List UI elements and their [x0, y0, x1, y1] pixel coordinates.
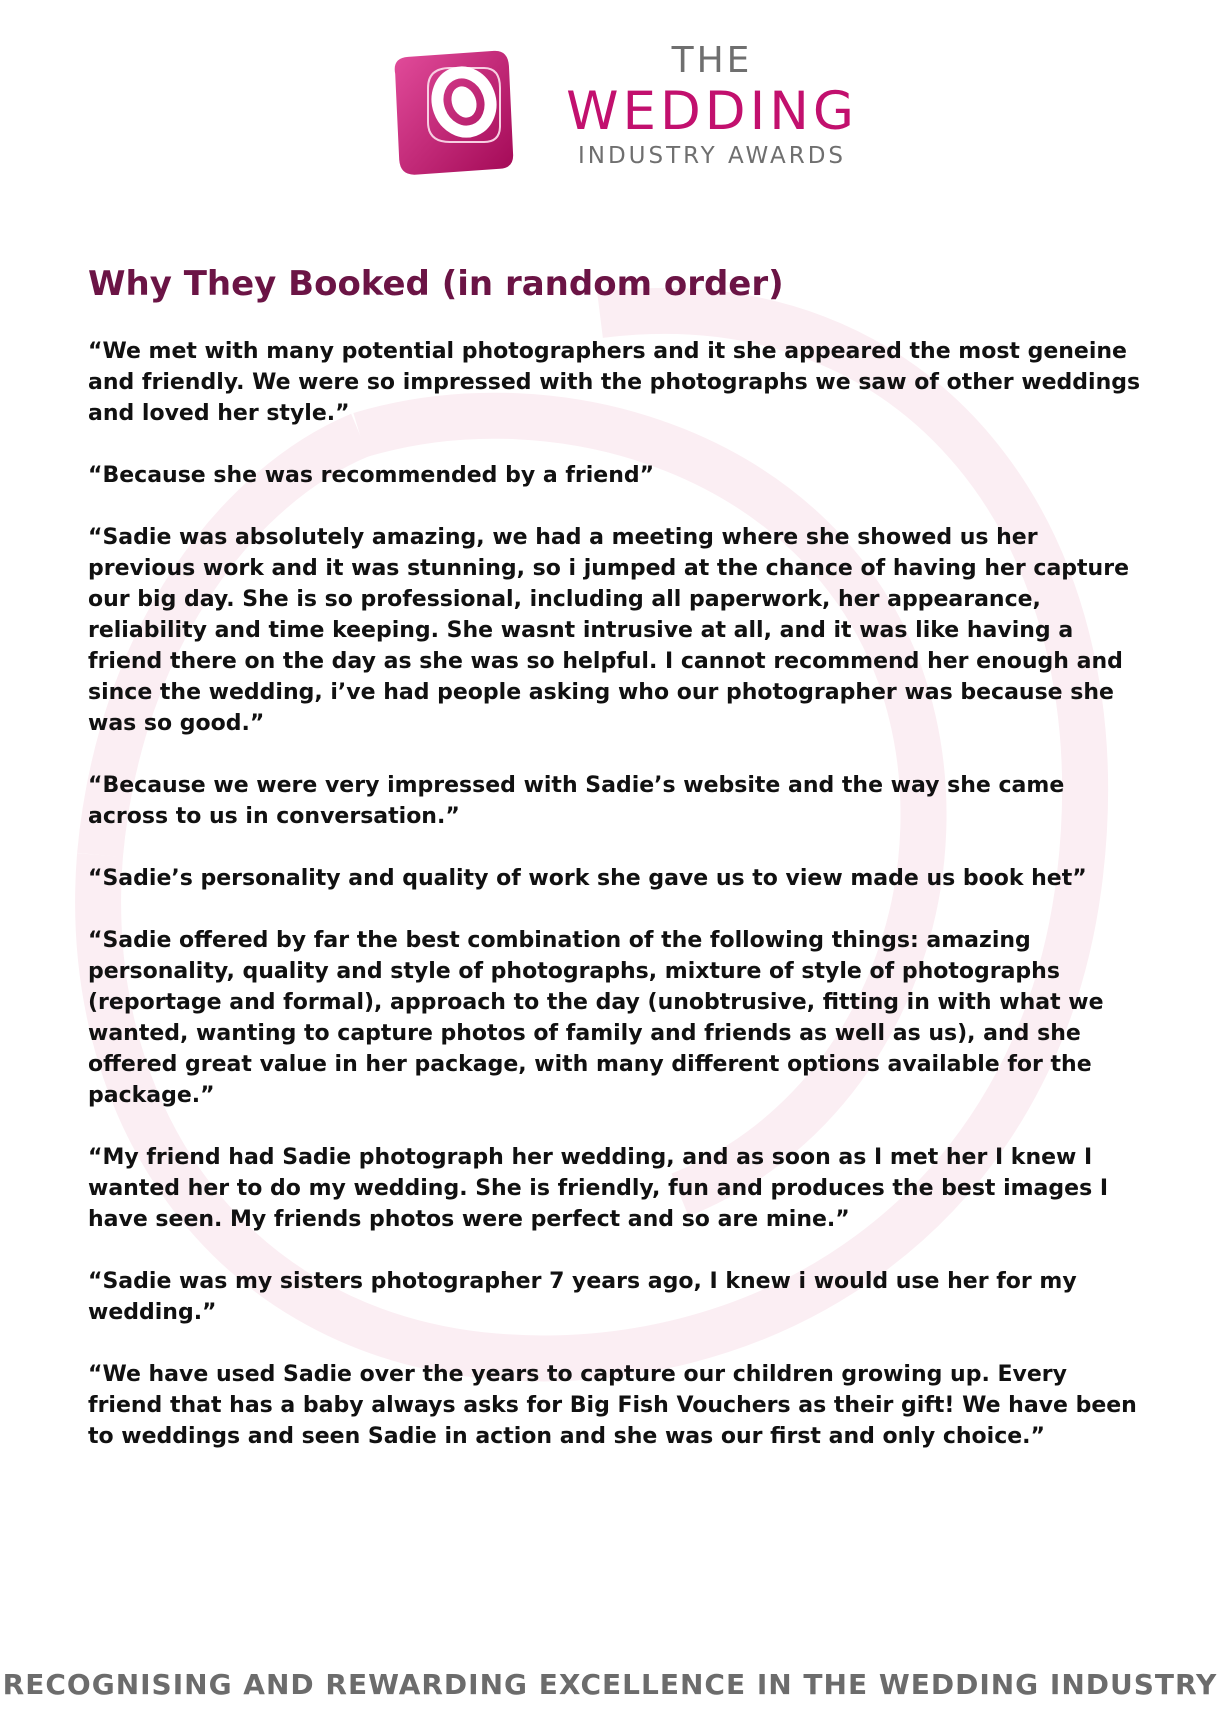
main-content — [88, 262, 1148, 1483]
testimonial: “Sadie’s personality and quality of work she gave us to view made us book het” — [88, 866, 1087, 891]
logo-wordmark — [552, 40, 872, 170]
testimonial: “Sadie offered by far the best combination of the following things: amazing personality, quality and style of photographs, mixture of style of photographs (reportage and formal), approach to the day (unobtrusive, fitting in with what we wanted, wanting to capture photos of family and friends as well as us), and she offered great value in her package, with many different options available for the package.” — [88, 928, 1104, 1108]
testimonial: “Sadie was my sisters photographer 7 years ago, I knew i would use her for my wedding.” — [88, 1269, 1077, 1325]
footer-tagline: RECOGNISING AND REWARDING EXCELLENCE IN THE WEDDING INDUSTRY — [2, 1668, 1218, 1701]
testimonial: “Because she was recommended by a friend” — [88, 463, 655, 488]
testimonial: “Because we were very impressed with Sadie’s website and the way she came across to us in conversation.” — [88, 773, 1065, 829]
logo-wedding: WEDDING — [566, 81, 858, 142]
testimonial: “We have used Sadie over the years to capture our children growing up. Every friend that has a baby always asks for Big Fish Vouchers as their gift! We have been to weddings and seen Sadie in action and she was our first and only choice.” — [88, 1362, 1137, 1449]
section-title: Why They Booked (in random order) — [88, 264, 784, 304]
logo-industry-awards: INDUSTRY AWARDS — [577, 143, 847, 169]
testimonial: “We met with many potential photographers and it she appeared the most geneine and friendly. We were so impressed with the photographs we saw of other weddings and loved her style.” — [88, 339, 1141, 426]
testimonial: “My friend had Sadie photograph her wedding, and as soon as I met her I knew I wanted her to do my wedding. She is friendly, fun and produces the best images I have seen. My friends photos were perfect and so are mine.” — [88, 1145, 1109, 1232]
logo-the: THE — [671, 40, 753, 81]
wedding-awards-logo-icon — [388, 48, 516, 176]
header — [0, 40, 1220, 180]
testimonial: “Sadie was absolutely amazing, we had a meeting where she showed us her previous work and it was stunning, so i jumped at the chance of having her capture our big day. She is so professional, including all paperwork, her appearance, reliability and time keeping. She wasnt intrusive at all, and it was like having a friend there on the day as she was so helpful. I cannot recommend her enough and since the wedding, i’ve had people asking who our photographer was because she was so good.” — [88, 525, 1129, 736]
